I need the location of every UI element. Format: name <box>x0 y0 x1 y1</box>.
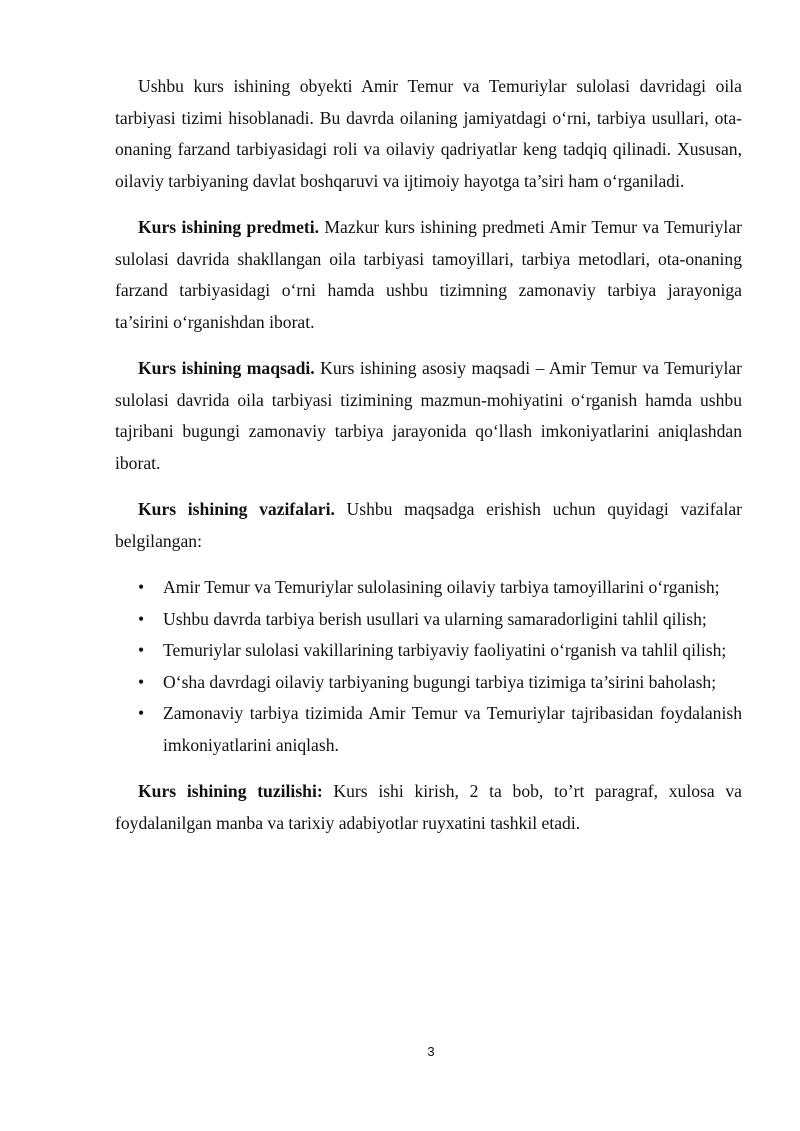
object-paragraph: Ushbu kurs ishining obyekti Amir Temur va Temuriylar sulolasi davridagi oila tarbiyasi tizimi hisoblanadi. Bu davrda oilaning jamiyatdagi o‘rni, tarbiya usullari, ota-onaning farzand tarbiyasidagi roli va oilaviy qadriyatlar keng tadqiq qilinadi. Xususan, oilaviy tarbiyaning davlat boshqaruvi va ijtimoiy hayotga ta’siri ham o‘rganiladi. <box>115 76 742 191</box>
goal-paragraph <box>115 353 742 479</box>
structure-text: Kurs ishi kirish, 2 ta bob, to’rt paragraf, xulosa va foydalanilgan manba va tarixiy adabiyotlar ruyxatini tashkil etadi. <box>115 781 742 833</box>
bullet-icon: • <box>138 640 145 660</box>
bullet-icon: • <box>138 703 145 723</box>
goal-text: Kurs ishining asosiy maqsadi – Amir Temur va Temuriylar sulolasi davrida oila tarbiyasi tizimining mazmun-mohiyatini o‘rganish hamda ushbu tajribani bugungi zamonaviy tarbiya jarayonida qo‘llash imkoniyatlarini aniqlashdan iborat. <box>115 358 742 473</box>
structure-heading: Kurs ishining tuzilishi: <box>138 781 323 801</box>
list-item-text: O‘sha davrdagi oilaviy tarbiyaning bugungi tarbiya tizimiga ta’sirini baholash; <box>163 671 717 692</box>
bullet-icon: • <box>138 671 145 692</box>
list-item <box>115 572 742 604</box>
goal-heading: Kurs ishining maqsadi. <box>138 358 315 378</box>
tasks-paragraph <box>115 494 742 557</box>
tasks-list <box>115 572 742 761</box>
page-number: 3 <box>427 1044 435 1059</box>
tasks-text: Ushbu maqsadga erishish uchun quyidagi vazifalar belgilangan: <box>115 499 742 551</box>
list-item-text: Temuriylar sulolasi vakillarining tarbiyaviy faoliyatini o‘rganish va tahlil qilish; <box>163 640 727 660</box>
subject-heading: Kurs ishining predmeti. <box>138 217 320 237</box>
list-item <box>115 698 742 761</box>
list-item-text: Ushbu davrda tarbiya berish usullari va ularning samaradorligini tahlil qilish; <box>163 608 707 629</box>
page-body <box>115 71 742 839</box>
list-item-text: Amir Temur va Temuriylar sulolasining oilaviy tarbiya tamoyillarini o‘rganish; <box>163 577 720 597</box>
bullet-icon: • <box>138 577 145 597</box>
list-item <box>115 604 742 636</box>
list-item <box>115 667 742 699</box>
bullet-icon: • <box>138 608 145 629</box>
tasks-heading: Kurs ishining vazifalari. <box>138 499 335 519</box>
list-item-text: Zamonaviy tarbiya tizimida Amir Temur va Temuriylar tajribasidan foydalanish imkoniyatlarini aniqlash. <box>163 703 742 755</box>
structure-paragraph <box>115 776 742 839</box>
subject-paragraph <box>115 212 742 338</box>
subject-text: Mazkur kurs ishining predmeti Amir Temur va Temuriylar sulolasi davrida shakllangan oila tarbiyasi tamoyillari, tarbiya metodlari, ota-onaning farzand tarbiyasidagi o‘rni hamda ushbu tizimning zamonaviy tarbiya jarayoniga ta’sirini o‘rganishdan iborat. <box>115 217 742 332</box>
list-item <box>115 635 742 667</box>
